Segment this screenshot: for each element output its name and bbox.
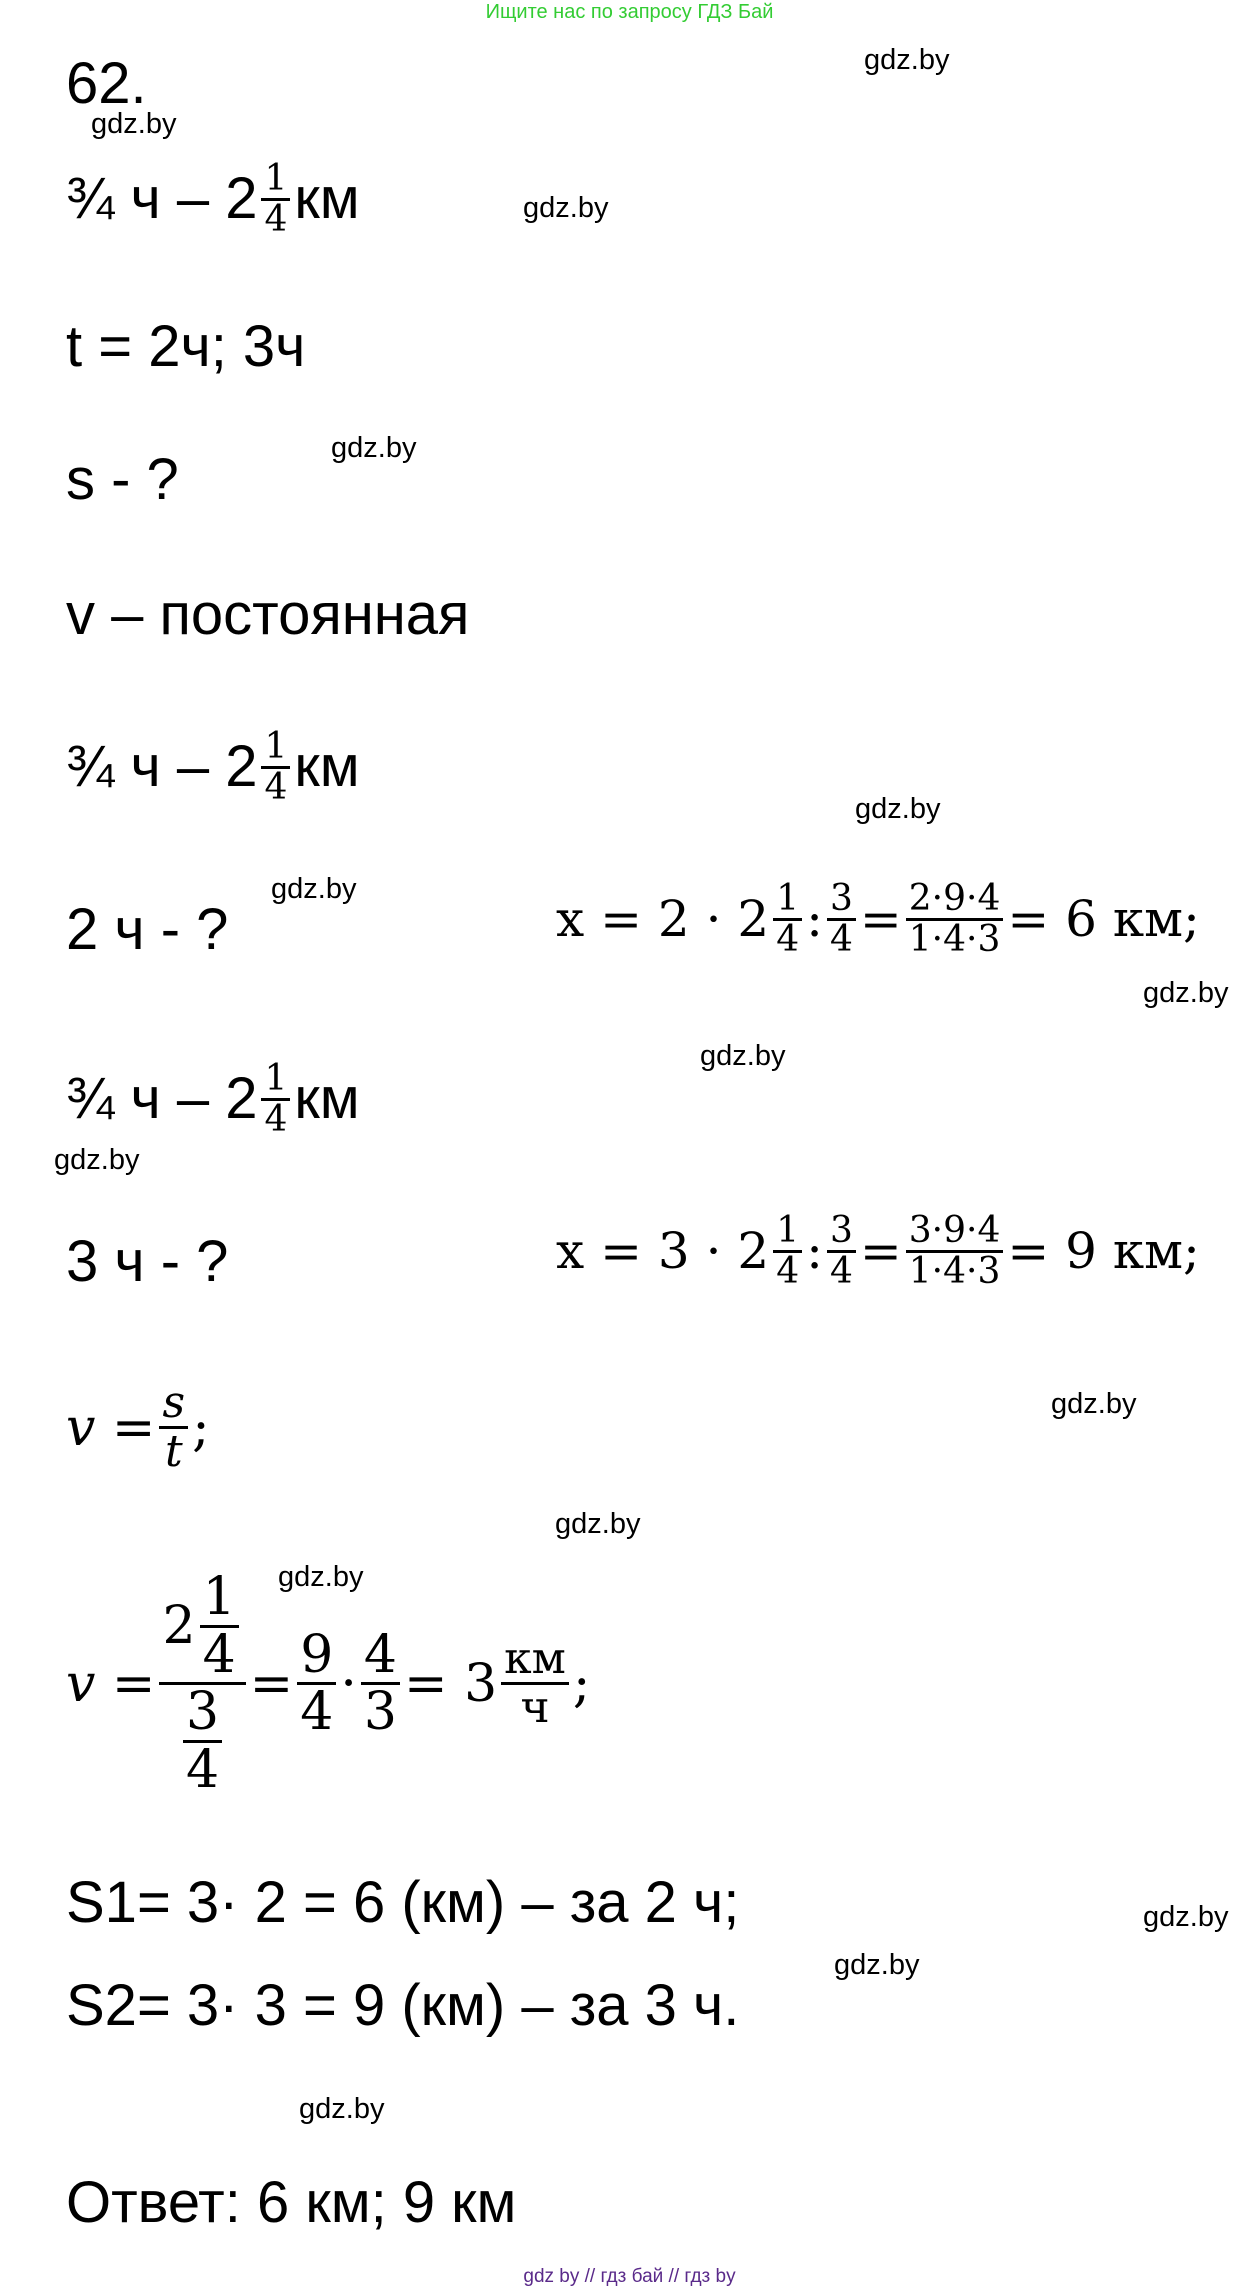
denominator — [179, 1682, 226, 1800]
numerator: 1 — [773, 1212, 802, 1253]
denominator: 4 — [202, 1624, 236, 1685]
ratio-unit: км — [294, 1066, 360, 1132]
fraction — [261, 728, 290, 807]
proportion-ratio-1 — [66, 728, 360, 807]
watermark: gdz.by — [523, 192, 609, 224]
watermark: gdz.by — [271, 873, 357, 905]
fraction — [183, 1682, 222, 1800]
complex-fraction — [159, 1567, 245, 1800]
watermark: gdz.by — [299, 2093, 385, 2125]
watermark: gdz.by — [555, 1508, 641, 1540]
solution-2h — [556, 880, 1200, 959]
numerator: 3·9·4 — [906, 1212, 1004, 1253]
expr: x = 3 · 2 — [556, 1222, 770, 1281]
numerator: 1 — [261, 1060, 290, 1101]
semicolon: ; — [572, 1653, 591, 1714]
watermark: gdz.by — [1143, 977, 1229, 1009]
whole: 2 — [162, 1595, 196, 1656]
semicolon: ; — [192, 1397, 210, 1458]
watermark: gdz.by — [864, 44, 950, 76]
colon: : — [806, 1222, 823, 1281]
numerator: 3 — [827, 880, 856, 921]
question-3h: 3 ч - ? — [66, 1229, 229, 1294]
fraction — [361, 1624, 400, 1743]
expr: v = — [66, 1653, 156, 1714]
footer-links[interactable]: gdz by // гдз бай // гдз by — [523, 2266, 736, 2287]
denominator: t — [164, 1426, 183, 1478]
watermark: gdz.by — [54, 1144, 140, 1176]
distance-3h: S2= 3· 3 = 9 (км) – за 3 ч. — [66, 1973, 740, 2038]
header-banner[interactable]: Ищите нас по запросу ГДЗ Бай — [485, 1, 774, 23]
numerator: 1 — [261, 728, 290, 769]
denominator: 4 — [264, 1098, 288, 1140]
equals: = 3 — [403, 1653, 498, 1714]
ratio-unit: км — [294, 166, 360, 232]
watermark: gdz.by — [834, 1949, 920, 1981]
denominator: 4 — [829, 1250, 853, 1292]
unit-fraction — [501, 1633, 569, 1734]
denominator: 4 — [264, 766, 288, 808]
proportion-ratio-2 — [66, 1060, 360, 1139]
colon: : — [806, 890, 823, 949]
result: = 6 км; — [1007, 890, 1200, 949]
dot: · — [340, 1653, 357, 1714]
denominator: 4 — [776, 918, 800, 960]
fraction — [159, 1377, 188, 1478]
numerator — [159, 1567, 245, 1685]
watermark: gdz.by — [91, 108, 177, 140]
expr: v = — [66, 1397, 156, 1458]
watermark: gdz.by — [1051, 1388, 1137, 1420]
speed-calculation — [66, 1567, 591, 1800]
numerator: 4 — [361, 1628, 400, 1686]
fraction — [827, 880, 856, 959]
denominator: ч — [520, 1682, 550, 1734]
given-distance: s - ? — [66, 447, 179, 512]
denominator: 1·4·3 — [908, 918, 1001, 960]
numerator: 1 — [261, 160, 290, 201]
fraction — [773, 880, 802, 959]
answer: Ответ: 6 км; 9 км — [66, 2170, 517, 2235]
fraction — [261, 160, 290, 239]
numerator: 1 — [200, 1570, 239, 1628]
fraction — [827, 1212, 856, 1291]
ratio-text: ¾ ч – 2 — [66, 1066, 258, 1132]
denominator: 4 — [776, 1250, 800, 1292]
fraction — [906, 880, 1004, 959]
ratio-unit: км — [294, 734, 360, 800]
numerator: 3 — [827, 1212, 856, 1253]
equals: = — [249, 1653, 294, 1714]
speed-formula — [66, 1377, 210, 1478]
fraction — [297, 1624, 336, 1743]
denominator: 3 — [363, 1682, 397, 1743]
watermark: gdz.by — [278, 1561, 364, 1593]
numerator: 2·9·4 — [906, 880, 1004, 921]
given-time: t = 2ч; 3ч — [66, 314, 306, 379]
numerator: 1 — [773, 880, 802, 921]
task-number: 62. — [66, 51, 147, 116]
numerator: 9 — [297, 1628, 336, 1686]
solution-3h — [556, 1212, 1200, 1291]
watermark: gdz.by — [1143, 1901, 1229, 1933]
fraction — [906, 1212, 1004, 1291]
distance-2h: S1= 3· 2 = 6 (км) – за 2 ч; — [66, 1870, 740, 1935]
numerator: s — [159, 1380, 188, 1429]
ratio-text: ¾ ч – 2 — [66, 734, 258, 800]
equals: = — [859, 890, 902, 949]
given-ratio — [66, 160, 360, 239]
denominator: 4 — [186, 1739, 220, 1800]
result: = 9 км; — [1007, 1222, 1200, 1281]
denominator: 4 — [264, 198, 288, 240]
question-2h: 2 ч - ? — [66, 897, 229, 962]
fraction — [261, 1060, 290, 1139]
ratio-text: ¾ ч – 2 — [66, 166, 258, 232]
fraction — [200, 1567, 239, 1685]
equals: = — [859, 1222, 902, 1281]
fraction — [773, 1212, 802, 1291]
denominator: 4 — [829, 918, 853, 960]
denominator: 1·4·3 — [908, 1250, 1001, 1292]
numerator: км — [501, 1636, 569, 1685]
given-speed: v – постоянная — [66, 582, 470, 647]
watermark: gdz.by — [331, 432, 417, 464]
denominator: 4 — [300, 1682, 334, 1743]
numerator: 3 — [183, 1685, 222, 1743]
watermark: gdz.by — [700, 1040, 786, 1072]
watermark: gdz.by — [855, 793, 941, 825]
expr: x = 2 · 2 — [556, 890, 770, 949]
